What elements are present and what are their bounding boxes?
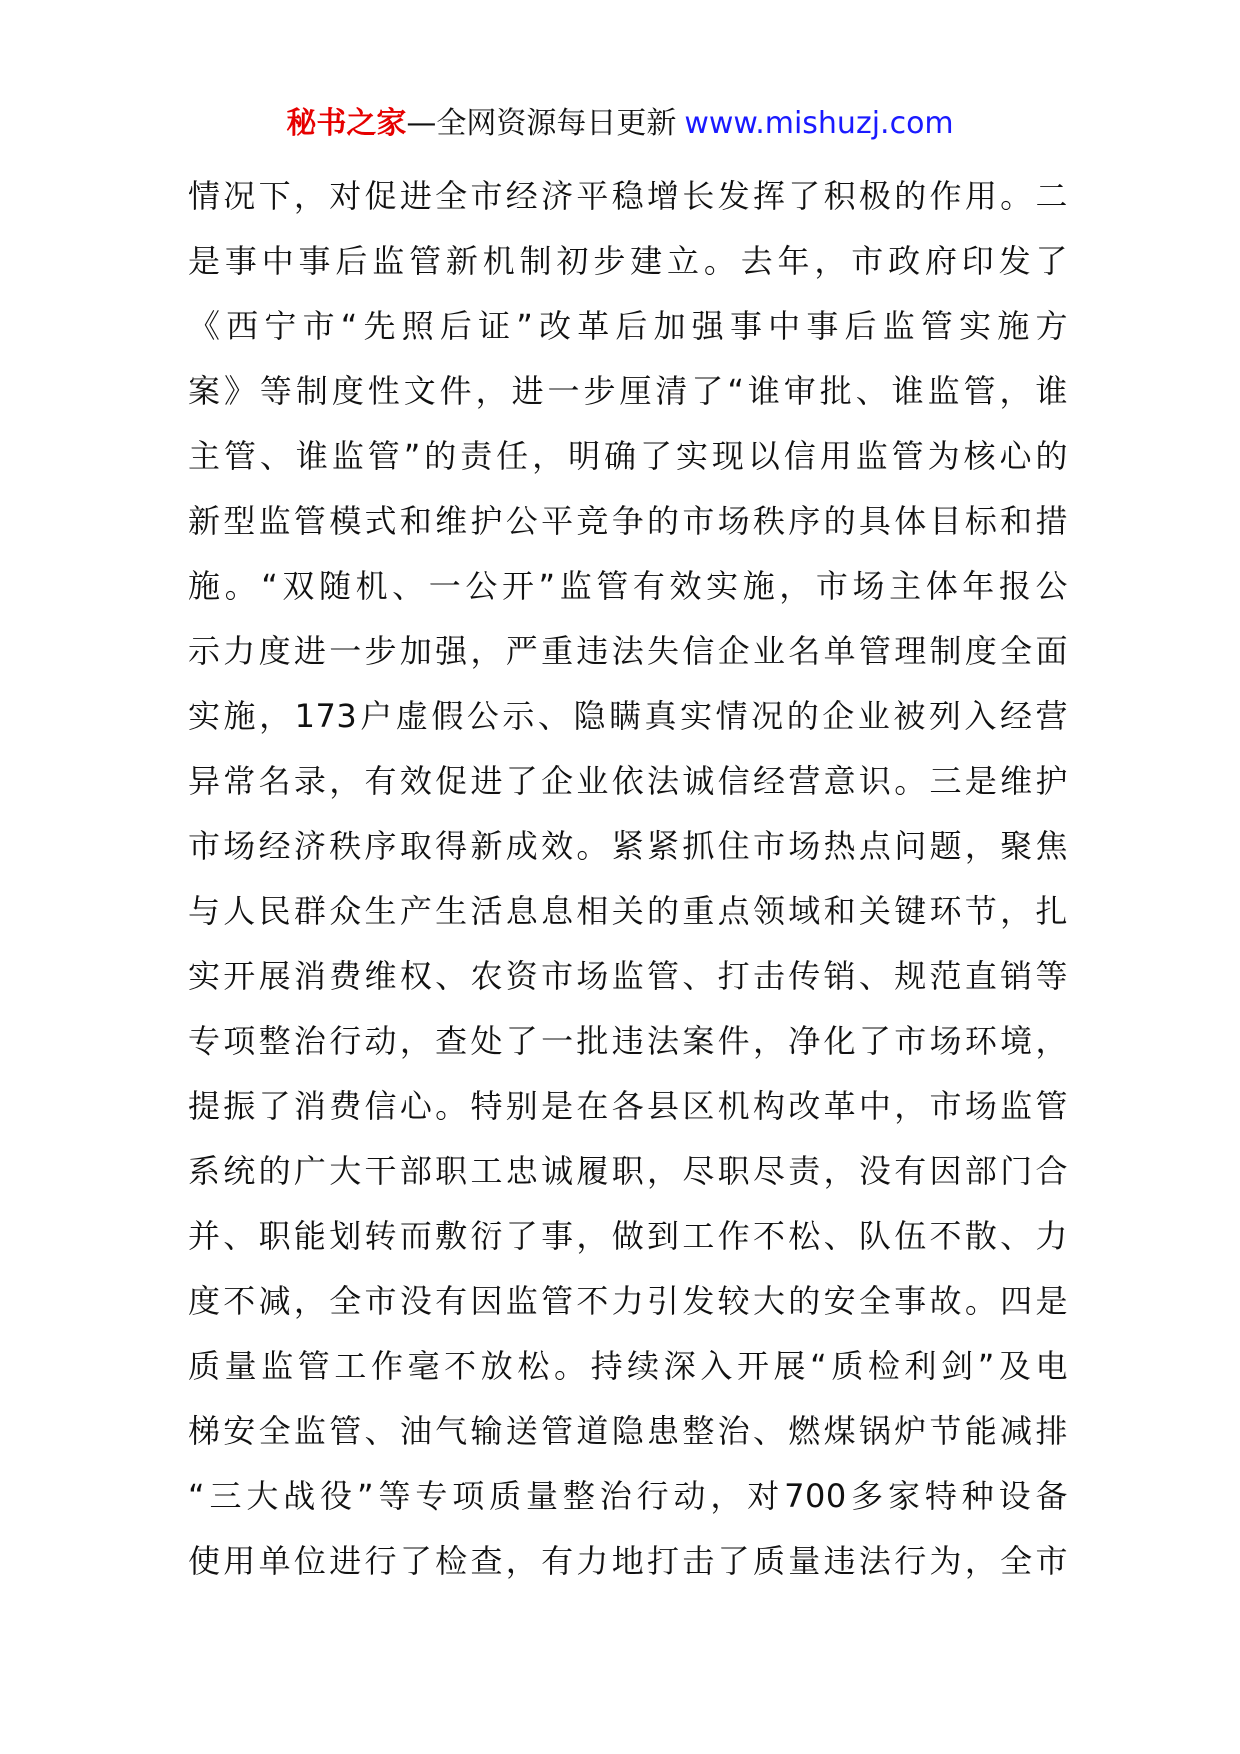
text-line: 系统的广大干部职工忠诚履职，尽职尽责，没有因部门合 — [188, 1152, 1068, 1190]
page-header — [0, 98, 1240, 150]
text-line: “三大战役”等专项质量整治行动，对700多家特种设备 — [188, 1477, 1068, 1515]
text-line: 梯安全监管、油气输送管道隐患整治、燃煤锅炉节能减排 — [188, 1412, 1068, 1450]
text-line: 并、职能划转而敷衍了事，做到工作不松、队伍不散、力 — [188, 1217, 1068, 1255]
text-line: 度不减，全市没有因监管不力引发较大的安全事故。四是 — [188, 1282, 1068, 1320]
document-body — [188, 164, 1068, 1594]
text-line: 市场经济秩序取得新成效。紧紧抓住市场热点问题，聚焦 — [188, 827, 1068, 865]
text-line: 情况下，对促进全市经济平稳增长发挥了积极的作用。二 — [188, 177, 1068, 215]
brand-name: 秘书之家 — [286, 106, 407, 141]
text-line: 与人民群众生产生活息息相关的重点领域和关键环节，扎 — [188, 892, 1068, 930]
text-line: 实施，173户虚假公示、隐瞒真实情况的企业被列入经营 — [188, 697, 1068, 735]
text-line: 使用单位进行了检查，有力地打击了质量违法行为，全市 — [188, 1542, 1068, 1580]
text-line: 实开展消费维权、农资市场监管、打击传销、规范直销等 — [188, 957, 1068, 995]
text-line: 案》等制度性文件，进一步厘清了“谁审批、谁监管，谁 — [188, 372, 1068, 410]
text-line: 主管、谁监管”的责任，明确了实现以信用监管为核心的 — [188, 437, 1068, 475]
header-tagline: —全网资源每日更新 — [406, 106, 677, 141]
text-line: 提振了消费信心。特别是在各县区机构改革中，市场监管 — [188, 1087, 1068, 1125]
text-line: 施。“双随机、一公开”监管有效实施，市场主体年报公 — [188, 567, 1068, 605]
text-line: 新型监管模式和维护公平竞争的市场秩序的具体目标和措 — [188, 502, 1068, 540]
text-line: 示力度进一步加强，严重违法失信企业名单管理制度全面 — [188, 632, 1068, 670]
text-line: 异常名录，有效促进了企业依法诚信经营意识。三是维护 — [188, 762, 1068, 800]
text-line: 专项整治行动，查处了一批违法案件，净化了市场环境， — [188, 1022, 1068, 1060]
text-line: 质量监管工作毫不放松。持续深入开展“质检利剑”及电 — [188, 1347, 1068, 1385]
text-line: 《西宁市“先照后证”改革后加强事中事后监管实施方 — [188, 307, 1068, 345]
website-link[interactable]: www.mishuzj.com — [684, 106, 954, 141]
text-line: 是事中事后监管新机制初步建立。去年，市政府印发了 — [188, 242, 1068, 280]
